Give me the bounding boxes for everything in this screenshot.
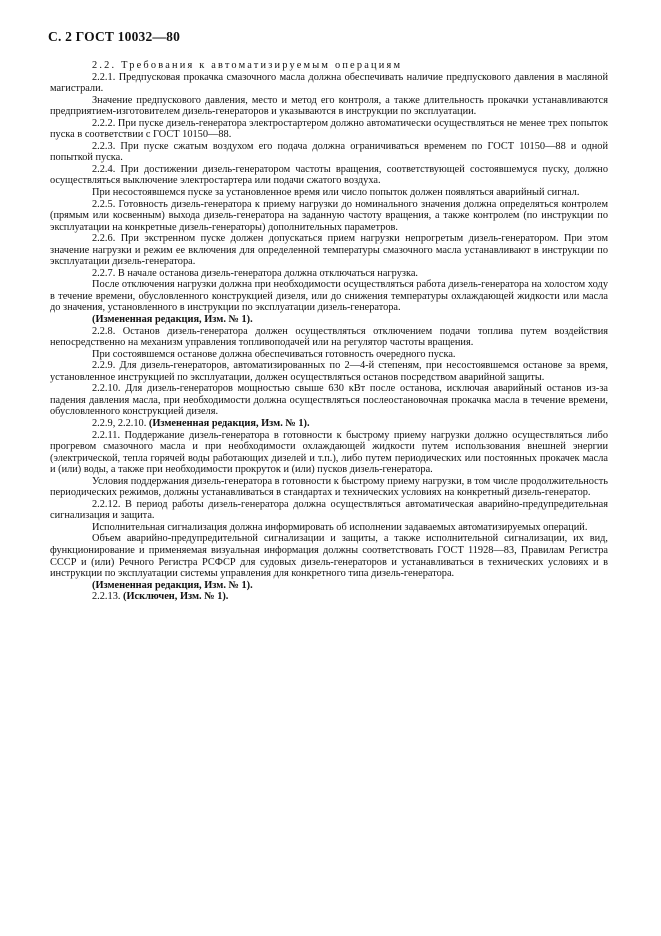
document-body (50, 60, 608, 603)
paragraph (50, 326, 608, 349)
paragraph (50, 268, 608, 280)
paragraph-text: 2.2.2. При пуске дизель-генератора электростартером должно автоматически осуществляться не менее трех попыток пуска в соответствии с ГОСТ 10150—88. (50, 117, 608, 141)
amendment-note: (Измененная редакция, Изм. № 1). (148, 417, 310, 429)
paragraph-text: При состоявшемся останове должна обеспечиваться готовность очередного пуска. (92, 348, 456, 360)
paragraph-text: 2.2.9. Для дизель-генераторов, автоматизированных по 2—4-й степеням, при несостоявшемся останове за время, установленное инструкцией по эксплуатации, должен осуществляться останов посредством аварийной защиты. (50, 360, 608, 383)
paragraph (50, 580, 608, 592)
paragraph-text: 2.2.5. Готовность дизель-генератора к приему нагрузки до номинального значения должна определяться контролем (прямым или косвенным) выхода дизель-генератора на заданную частоту вращения, а также контролем (по инструкции по эксплуатации на конкретные дизель-генераторы) дополнительных параметров. (50, 198, 608, 233)
paragraph (50, 199, 608, 234)
paragraph-text: Объем аварийно-предупредительной сигнализации и защиты, а также исполнительной сигнализации, их вид, функционирование и применяемая визуальная информация должны соответствовать ГОСТ 11928—83, Правилам Регистра СССР и (или) Речного Регистра РСФСР для судовых дизель-генераторов и устанавливаться в технических условиях и в инструкции по эксплуатации системы управления для конкретного типа дизель-генератора. (50, 533, 608, 580)
paragraph (50, 476, 608, 499)
paragraph-text: 2.2.6. При экстренном пуске должен допускаться прием нагрузки непрогретым дизель-генератором. При этом значение нагрузки и режим ее включения для определенной температуры смазочного масла устанавливают в инструкции по эксплуатации дизель-генератора. (50, 233, 608, 268)
paragraph-text: 2.2.7. В начале останова дизель-генератора должна отключаться нагрузка. (92, 267, 418, 279)
paragraph (50, 72, 608, 95)
paragraph (50, 522, 608, 534)
amendment-note: (Измененная редакция, Изм. № 1). (92, 579, 253, 591)
paragraph (50, 499, 608, 522)
paragraph-text: Условия поддержания дизель-генератора в готовности к быстрому приему нагрузки, в том числе продолжительность периодических режимов, должны устанавливаться в стандартах и технических условиях на конкретный дизель-генератор. (50, 475, 608, 499)
paragraph-text: 2.2.9, 2.2.10. (92, 417, 149, 429)
paragraph (50, 118, 608, 141)
page-header: С. 2 ГОСТ 10032—80 (48, 29, 181, 44)
paragraph (50, 187, 608, 199)
paragraph-text: 2.2.13. (92, 591, 124, 603)
paragraph-text: Значение предпускового давления, место и метод его контроля, а также длительность прокачки устанавливаются предприятием-изготовителем дизель-генераторов и указываются в инструкции по эксплуатации. (50, 94, 608, 118)
section-number: 2.2. (92, 60, 117, 71)
paragraph (50, 418, 608, 430)
paragraph (50, 360, 608, 383)
paragraph-list (50, 72, 608, 603)
section-title: Требования к автоматизируемым операциям (121, 60, 403, 71)
paragraph-text: 2.2.12. В период работы дизель-генератора должна осуществляться автоматическая аварийно-предупредительная сигнализация и защита. (50, 498, 608, 522)
paragraph (50, 233, 608, 268)
paragraph-text: Исполнительная сигнализация должна информировать об исполнении задаваемых автоматизируемых операций. (92, 521, 588, 533)
paragraph (50, 349, 608, 361)
paragraph (50, 591, 608, 603)
paragraph-text: 2.2.11. Поддержание дизель-генератора в готовности к быстрому приему нагрузки должно осуществляться либо прогревом смазочного масла и при необходимости охлаждающей жидкости путем использования внешней энергии (электрической, тепла горячей воды работающих дизелей и т.п.), либо путем периодических или постоянных прокачек масла и (или) воды, а также при необходимости прокруток и (или) пусков дизель-генератора. (50, 429, 608, 476)
paragraph (50, 383, 608, 418)
paragraph-text: 2.2.1. Предпусковая прокачка смазочного масла должна обеспечивать наличие предпускового давления в масляной магистрали. (50, 71, 608, 95)
paragraph (50, 533, 608, 579)
amendment-note: (Измененная редакция, Изм. № 1). (92, 314, 253, 326)
paragraph-text: 2.2.10. Для дизель-генераторов мощностью свыше 630 кВт после останова, исключая аварийный останов из-за падения давления масла, при необходимости должна осуществляться послеостановочная прокачка масла в течение времени, обусловленного конструкцией дизеля. (50, 383, 608, 418)
paragraph (50, 430, 608, 476)
paragraph (50, 164, 608, 187)
section-heading (50, 60, 608, 72)
paragraph (50, 314, 608, 326)
paragraph-text: При несостоявшемся пуске за установленное время или число попыток должен появляться аварийный сигнал. (92, 187, 580, 199)
paragraph-text: 2.2.3. При пуске сжатым воздухом его подача должна ограничиваться временем по ГОСТ 10150—88 и одной попыткой пуска. (50, 140, 608, 164)
paragraph (50, 95, 608, 118)
paragraph-text: 2.2.4. При достижении дизель-генератором частоты вращения, соответствующей состоявшемуся пуску, должно осуществляться выключение электростартера или подачи сжатого воздуха. (50, 163, 608, 187)
paragraph-text: После отключения нагрузки должна при необходимости осуществляться работа дизель-генератора на холостом ходу в течение времени, обусловленного конструкцией дизеля, или до снижения температуры охлаждающей жидкости или масла до значения, установленного в инструкции по эксплуатации дизель-генератора. (50, 279, 608, 314)
paragraph-text: 2.2.8. Останов дизель-генератора должен осуществляться отключением подачи топлива путем воздействия непосредственно на механизм управления топливоподачей или на регулятор частоты вращения. (50, 325, 608, 349)
amendment-note: (Исключен, Изм. № 1). (123, 591, 229, 603)
paragraph (50, 141, 608, 164)
paragraph (50, 279, 608, 314)
